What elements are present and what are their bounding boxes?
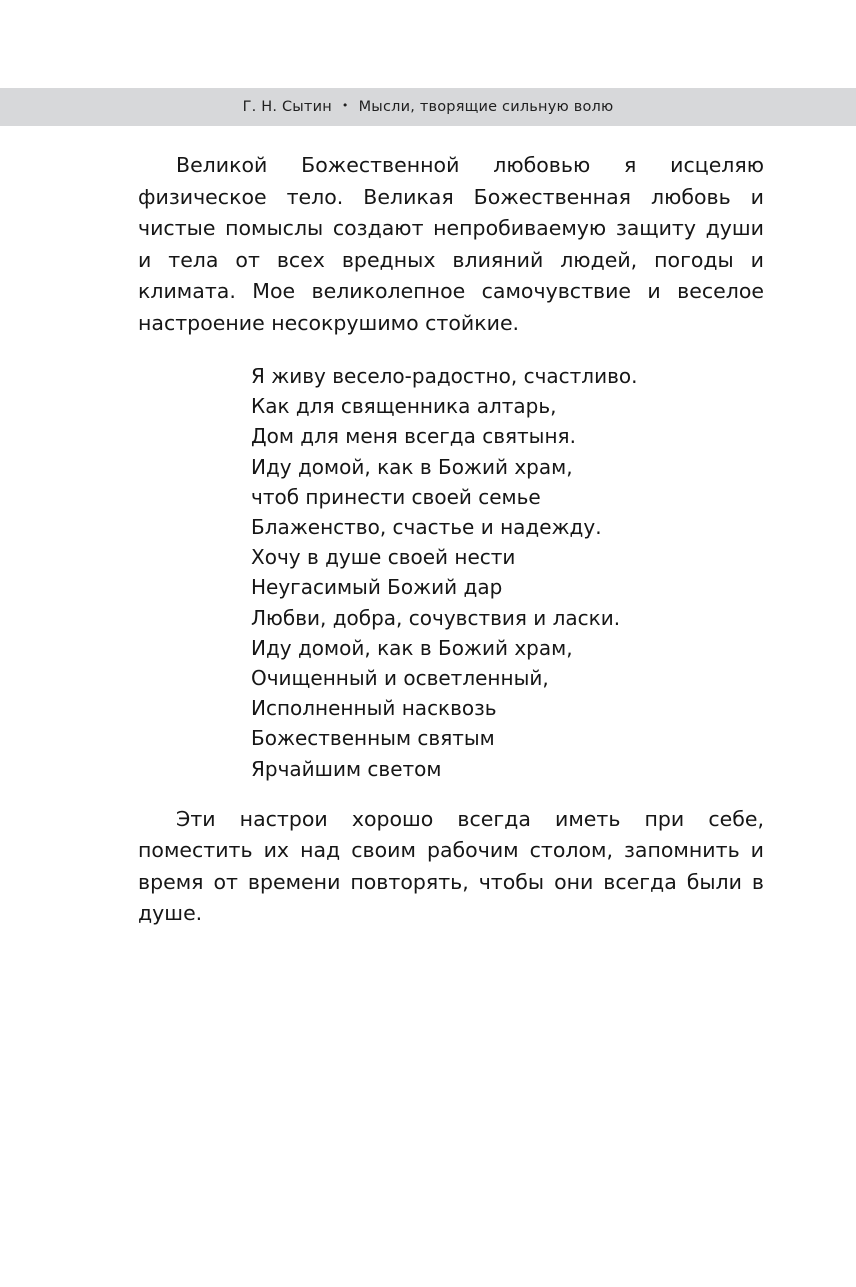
verse-line: Иду домой, как в Божий храм,: [251, 454, 573, 479]
verse-line: Дом для меня всегда святыня.: [251, 424, 576, 449]
verse-line: Любви, добра, сочувствия и ласки.: [251, 605, 621, 630]
opening-paragraph: Великой Божественной любовью я исцеляю физическое тело. Великая Божественная любовь и чистые помыслы создают непробиваемую защиту души и тела от всех вредных влияний людей, погоды и климата. Мое великолепное самочувствие и веселое настроение несокрушимо стойкие.: [138, 153, 764, 335]
running-header: [243, 99, 614, 115]
verse-line: Хочу в душе своей нести: [251, 545, 516, 570]
verse-line: Ярчайшим светом: [251, 756, 442, 781]
verse-block: [138, 361, 764, 784]
verse-line: чтоб принести своей семье: [251, 484, 541, 509]
verse-line: Божественным святым: [251, 726, 495, 751]
verse-line: Исполненный насквозь: [251, 696, 497, 721]
verse-line: Блаженство, счастье и надежду.: [251, 515, 602, 540]
running-header-author: Г. Н. Сытин: [242, 99, 332, 115]
verse-line: Как для священника алтарь,: [251, 394, 557, 419]
verse-line: Неугасимый Божий дар: [251, 575, 503, 600]
verse-line: Очищенный и осветленный,: [251, 666, 549, 691]
running-header-separator: •: [341, 99, 349, 112]
running-header-band: [0, 88, 856, 126]
verse-line: Я живу весело-радостно, счастливо.: [251, 364, 638, 388]
running-header-title: Мысли, творящие сильную волю: [358, 99, 614, 115]
page-content: [138, 150, 764, 930]
verse-line: Иду домой, как в Божий храм,: [251, 635, 573, 660]
closing-paragraph: Эти настрои хорошо всегда иметь при себе, поместить их над своим рабочим столом, запомнить и время от времени повторять, чтобы они всегда были в душе.: [138, 806, 764, 926]
